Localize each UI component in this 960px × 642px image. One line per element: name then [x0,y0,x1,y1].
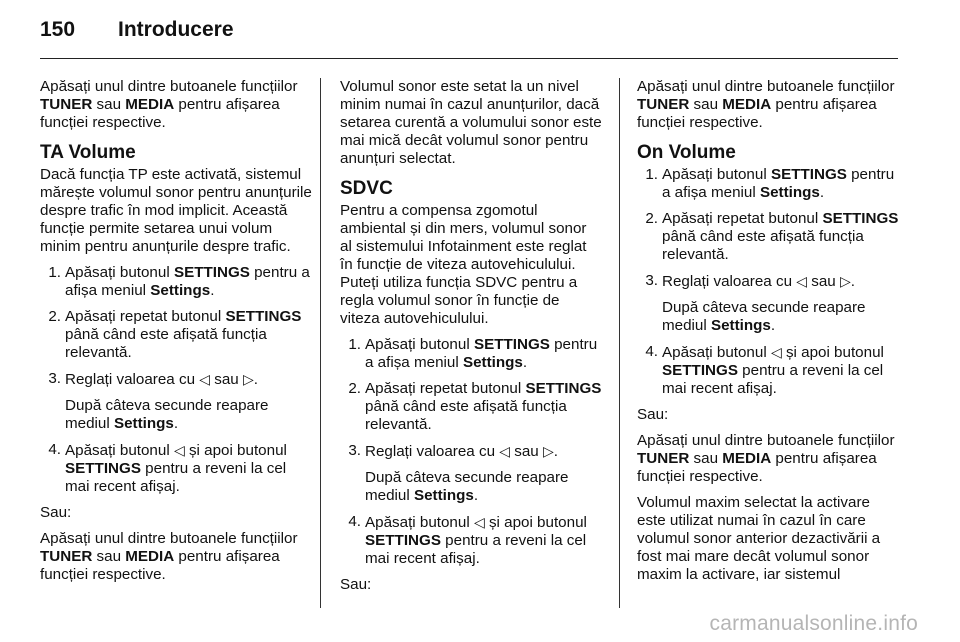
list-item: 2. Apăsați repetat butonul SETTINGS până când este afișată funcția relevantă. [48,308,302,361]
column-2 [340,78,602,602]
max-volume-paragraph: Volumul maxim selectat la activare este utilizat numai în cazul în care volumul sonor anterior dezactivării a fost mai mare decât volumul sonor maxim la activare, iar sistemul [637,494,881,583]
or-label: Sau: [340,576,372,593]
list-item: 3. Reglați valoarea cu ◁ sau ▷. După câteva secunde reapare mediul Settings. [645,272,866,334]
list-item: 2. Apăsați repetat butonul SETTINGS până când este afișată funcția relevantă. [348,380,602,433]
arrow-left-icon: ◁ [173,442,185,458]
tuner-media-paragraph: Apăsați unul dintre butoanele funcțiilor TUNER sau MEDIA pentru afișarea funcției respective. [40,530,298,583]
tuner-button-label: TUNER [40,96,93,113]
section-heading-sdvc: SDVC [340,178,393,199]
column-1 [40,78,312,592]
list-item: 4. Apăsați butonul ◁ și apoi butonul SETTINGS pentru a reveni la cel mai recent afișaj. [48,441,287,495]
media-button-label: MEDIA [125,96,175,113]
tuner-media-paragraph: Apăsați unul dintre butoanele funcțiilor TUNER sau MEDIA pentru afișarea funcției respective. [40,78,298,131]
list-item: 1. Apăsați butonul SETTINGS pentru a afișa meniul Settings. [645,166,895,201]
column-3 [637,78,899,592]
list-item: 1. Apăsați butonul SETTINGS pentru a afișa meniul Settings. [48,264,310,299]
sdvc-steps [340,336,602,568]
volume-minimum-paragraph: Volumul sonor este setat la un nivel minim numai în cazul anunțurilor, dacă setarea curentă a volumului sonor este mai mică decât volumul sonor pentru anunțuri selectat. [340,78,602,167]
section-heading-ta-volume: TA Volume [40,142,136,163]
arrow-right-icon: ▷ [542,443,554,459]
header-rule [40,58,898,59]
or-label: Sau: [637,406,669,423]
column-divider-1 [320,78,321,608]
tuner-media-paragraph: Apăsați unul dintre butoanele funcțiilor TUNER sau MEDIA pentru afișarea funcției respective. [637,78,895,131]
watermark: carmanualsonline.info [709,612,918,635]
tuner-media-paragraph: Apăsați unul dintre butoanele funcțiilor TUNER sau MEDIA pentru afișarea funcției respective. [637,432,895,485]
list-item: 2. Apăsați repetat butonul SETTINGS până când este afișată funcția relevantă. [645,210,899,263]
list-item: 4. Apăsați butonul ◁ și apoi butonul SETTINGS pentru a reveni la cel mai recent afișaj. [645,343,884,397]
page-number: 150 [40,18,76,41]
list-item: 3. Reglați valoarea cu ◁ sau ▷. După câteva secunde reapare mediul Settings. [48,370,269,432]
page-header [40,18,234,48]
arrow-left-icon: ◁ [499,443,511,459]
arrow-left-icon: ◁ [473,514,485,530]
arrow-left-icon: ◁ [199,371,211,387]
ta-volume-intro: Dacă funcția TP este activată, sistemul mărește volumul sonor pentru anunțurile despre trafic în mod implicit. Această funcție permite setarea unui volum minim pentru anunțurile despre trafic. [40,166,312,255]
list-item: 1. Apăsați butonul SETTINGS pentru a afișa meniul Settings. [348,336,598,371]
arrow-left-icon: ◁ [796,273,808,289]
arrow-right-icon: ▷ [242,371,254,387]
list-item: 4. Apăsați butonul ◁ și apoi butonul SETTINGS pentru a reveni la cel mai recent afișaj. [348,513,587,567]
arrow-left-icon: ◁ [770,344,782,360]
page-title: Introducere [118,18,234,41]
sdvc-intro: Pentru a compensa zgomotul ambiental și din mers, volumul sonor al sistemului Infotainment este reglat în funcție de viteza autovehiculului. Puteți utiliza funcția SDVC pentru a regla volumul sonor în funcție de viteza autovehiculului. [340,202,587,327]
ta-volume-steps [40,264,312,496]
list-item: 3. Reglați valoarea cu ◁ sau ▷. După câteva secunde reapare mediul Settings. [348,442,569,504]
column-divider-2 [619,78,620,608]
section-heading-on-volume: On Volume [637,142,736,163]
or-label: Sau: [40,504,72,521]
arrow-right-icon: ▷ [839,273,851,289]
on-volume-steps [637,166,899,398]
